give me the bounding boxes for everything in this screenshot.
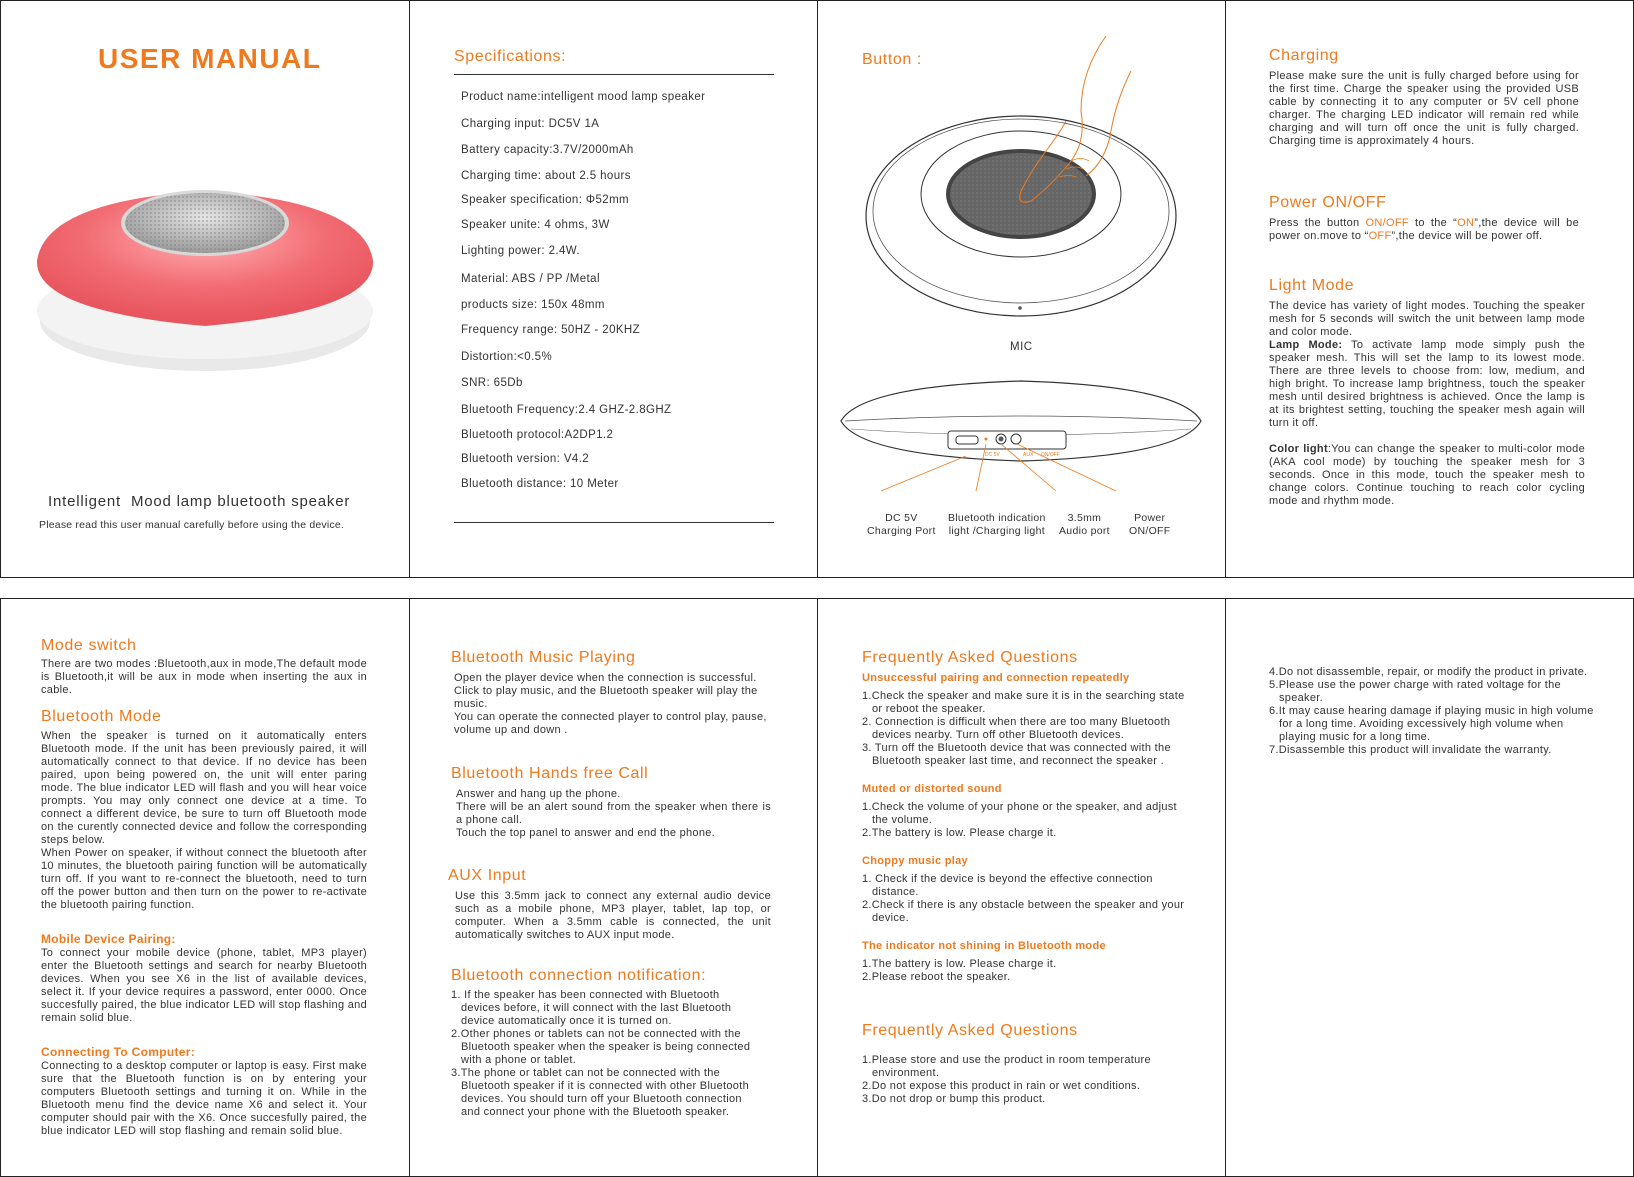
light-mode-heading: Light Mode <box>1269 277 1355 294</box>
faq-list <box>862 801 1187 840</box>
spec-item: Battery capacity:3.7V/2000mAh <box>461 144 634 156</box>
faq2-heading: Frequently Asked Questions <box>862 1022 1078 1039</box>
speaker-side-diagram <box>831 376 1211 506</box>
spec-item: Lighting power: 2.4W. <box>461 245 580 257</box>
notification-list <box>451 989 761 1119</box>
computer-heading: Connecting To Computer: <box>41 1045 195 1059</box>
list-item: 1. If the speaker has been connected with Bluetooth devices before, it will connect with the last Bluetooth device automatically once it is turned on. <box>451 989 732 1027</box>
label-line: light /Charging light <box>948 525 1045 537</box>
color-light-body: :You can change the speaker to multi-color mode (AKA cool mode) by touching the speaker mesh for 3 seconds. Once in this mode, touch the speaker mesh to change colors. Continue touching to reach color cycling mode and rhythm mode. <box>1269 443 1585 507</box>
faq-heading: Frequently Asked Questions <box>862 649 1078 666</box>
power-text-part: to the “ <box>1408 217 1458 229</box>
spec-item: Charging input: DC5V 1A <box>461 118 600 130</box>
list-item: 6.It may cause hearing damage if playing music in high volume for a long time. Avoiding excessively high volume when playing music for a long time. <box>1269 705 1594 743</box>
label-line: Bluetooth indication <box>948 512 1046 524</box>
list-item: 3.Do not drop or bump this product. <box>862 1093 1046 1105</box>
music-text-2: You can operate the connected player to control play, pause, volume up and down . <box>454 711 767 736</box>
safety-list <box>1269 666 1594 757</box>
power-section <box>1269 194 1579 243</box>
call-lines <box>451 788 771 840</box>
specifications-heading: Specifications: <box>454 48 567 65</box>
list-item: 1. Check if the device is beyond the effective connection distance. <box>862 873 1153 898</box>
list-item: 1.The battery is low. Please charge it. <box>862 958 1057 970</box>
fold-line <box>409 599 410 1176</box>
spec-item: Charging time: about 2.5 hours <box>461 170 631 182</box>
bluetooth-mode-text-2: When Power on speaker, if without connect the bluetooth after 10 minutes, the bluetooth pairing function will be automatically turn off. If you want to re-connect the bluetooth, need to turn off the power button and then turn on the power to re-activate the bluetooth pairing function. <box>41 847 367 911</box>
call-line: Answer and hang up the phone. <box>456 788 621 800</box>
computer-text: Connecting to a desktop computer or laptop is easy. First make sure that the Bluetooth function is on by entering your computers Bluetooth settings and turning it on. While in the Bluetooth menu find the device name X6 and select it. Your computer should pair with the X6. Once succesfully paired, the blue indicator LED will stop flashing and remain solid blue. <box>41 1060 367 1137</box>
cover-panel <box>1 1 409 577</box>
faq-section-title: Muted or distorted sound <box>862 783 1002 795</box>
faq-list <box>862 873 1187 925</box>
charging-panel <box>1225 1 1634 577</box>
safety-panel <box>1269 666 1594 757</box>
spec-list <box>454 1 784 577</box>
power-text-part: Press the button <box>1269 217 1366 229</box>
mode-switch-heading: Mode switch <box>41 637 137 654</box>
spec-item: Speaker specification: Φ52mm <box>461 194 630 206</box>
label-line: Audio port <box>1059 525 1110 537</box>
label-line: ON/OFF <box>1129 525 1171 537</box>
light-mode-section <box>1269 277 1585 508</box>
faq-list <box>862 690 1187 768</box>
spec-item: Bluetooth distance: 10 Meter <box>461 478 619 490</box>
port-mark-onoff: ON/OFF <box>1041 452 1060 458</box>
lamp-mode-body: To activate lamp mode simply push the speaker mesh. This will set the lamp to its lowest mode. There are three levels to choose from: low, medium, and high bright. To increase lamp brightness, touch the speaker mesh until desired brightness is achieved. Once the lamp is at its brightest setting, touching the speaker mesh again will turn it off. <box>1269 339 1585 429</box>
bluetooth-mode-heading: Bluetooth Mode <box>41 708 162 725</box>
dc-port-label <box>867 512 936 538</box>
power-text-part: ”,the device will be power on.move to “ <box>1269 217 1579 242</box>
label-line: DC 5V <box>885 512 918 524</box>
spec-item: Product name:intelligent mood lamp speaker <box>461 91 706 103</box>
specifications-panel <box>409 1 817 577</box>
lamp-mode-label: Lamp Mode: <box>1269 339 1343 351</box>
faq-panel <box>862 649 1187 1106</box>
mobile-pairing-heading: Mobile Device Pairing: <box>41 932 176 946</box>
faq-section-title: The indicator not shining in Bluetooth mode <box>862 940 1106 952</box>
spec-item: Material: ABS / PP /Metal <box>461 273 600 285</box>
spec-item: SNR: 65Db <box>461 377 523 389</box>
spec-item: products size: 150x 48mm <box>461 299 605 311</box>
music-text: Open the player device when the connection is successful. Click to play music, and the Bluetooth speaker will play the music. <box>454 672 758 710</box>
cover-note: Please read this user manual carefully before using the device. <box>39 519 345 531</box>
cover-title: USER MANUAL <box>98 43 322 74</box>
list-item: 3.The phone or tablet can not be connected with the Bluetooth speaker if it is connected with other Bluetooth devices. You should turn off your Bluetooth connection and connect your phone with the Bluetooth speaker. <box>451 1067 749 1118</box>
top-sheet <box>0 0 1634 578</box>
label-line: Charging Port <box>867 525 936 537</box>
charging-text: Please make sure the unit is fully charged before using for the first time. Charge the speaker using the provided USB cable by connecting it to any computer or 5V cell phone charger. The charging LED indicator will remain red while charging and will turn off once the unit is fully charged. Charging time is approximately 4 hours. <box>1269 70 1579 147</box>
call-heading: Bluetooth Hands free Call <box>451 765 649 782</box>
list-item: 1.Check the volume of your phone or the speaker, and adjust the volume. <box>862 801 1177 826</box>
list-item: 4.Do not disassemble, repair, or modify the product in private. <box>1269 666 1588 678</box>
list-item: 1.Please store and use the product in room temperature environment. <box>862 1054 1151 1079</box>
list-item: 2.Check if there is any obstacle between the speaker and your device. <box>862 899 1185 924</box>
music-heading: Bluetooth Music Playing <box>451 649 636 666</box>
fold-line <box>817 599 818 1176</box>
mic-label: MIC <box>1010 341 1033 353</box>
color-light-label: Color light <box>1269 443 1328 455</box>
spec-item: Distortion:<0.5% <box>461 351 553 363</box>
list-item: 5.Please use the power charge with rated voltage for the speaker. <box>1269 679 1561 704</box>
list-item: 2. Connection is difficult when there are too many Bluetooth devices nearby. Turn off other Bluetooth devices. <box>862 716 1171 741</box>
spec-item: Frequency range: 50HZ - 20KHZ <box>461 324 641 336</box>
power-text-part: ”,the device will be power off. <box>1391 230 1543 242</box>
power-label <box>1129 512 1170 538</box>
aux-heading: AUX Input <box>448 867 527 884</box>
list-item: 3. Turn off the Bluetooth device that was connected with the Bluetooth speaker last time, and reconnect the speaker . <box>862 742 1171 767</box>
cover-product-line: Intelligent Mood lamp bluetooth speaker <box>48 493 351 510</box>
label-line: 3.5mm <box>1067 512 1102 524</box>
power-keyword: ON/OFF <box>1365 217 1409 229</box>
speaker-top-diagram <box>831 31 1211 361</box>
lamp-speaker-image <box>25 171 385 411</box>
aux-port-label <box>1059 512 1110 538</box>
call-line: Touch the top panel to answer and end the phone. <box>456 827 716 839</box>
lamp-mode-text <box>1269 339 1585 430</box>
color-light-text <box>1269 443 1585 508</box>
faq-section-title: Choppy music play <box>862 855 968 867</box>
bluetooth-features-panel <box>448 649 771 1119</box>
list-item: 1.Check the speaker and make sure it is in the searching state or reboot the speaker. <box>862 690 1185 715</box>
mode-switch-text: There are two modes :Bluetooth,aux in mode,The default mode is Bluetooth,it will be aux in mode when inserting the aux in cable. <box>41 658 367 696</box>
mobile-pairing-text: To connect your mobile device (phone, tablet, MP3 player) enter the Bluetooth settings and search for nearby Bluetooth devices. When you see X6 in the list of available devices, select it. If your device requires a password, enter 0000. Once succesfully paired, the blue indicator LED will stop flashing and remain solid blue. <box>41 947 367 1024</box>
list-item: 2.Do not expose this product in rain or wet conditions. <box>862 1080 1141 1092</box>
faq-section-title: Unsuccessful pairing and connection repeatedly <box>862 672 1130 684</box>
charging-section <box>1269 47 1579 148</box>
faq-list <box>862 958 1187 984</box>
divider <box>454 522 774 523</box>
power-heading: Power ON/OFF <box>1269 194 1387 211</box>
call-line: There will be an alert sound from the speaker when there is a phone call. <box>456 801 771 826</box>
list-item: 2.Please reboot the speaker. <box>862 971 1011 983</box>
power-keyword: ON <box>1457 217 1475 229</box>
light-mode-intro: The device has variety of light modes. Touching the speaker mesh for 5 seconds will switch the unit between lamp mode and color mode. <box>1269 300 1585 338</box>
button-panel <box>817 1 1225 577</box>
spec-item: Speaker unite: 4 ohms, 3W <box>461 219 610 231</box>
power-keyword: OFF <box>1368 230 1392 242</box>
spec-item: Bluetooth Frequency:2.4 GHZ-2.8GHZ <box>461 404 672 416</box>
faq2-list <box>862 1054 1187 1106</box>
fold-line <box>1225 599 1226 1176</box>
charging-heading: Charging <box>1269 47 1339 64</box>
port-mark-aux: AUX <box>1023 452 1034 458</box>
list-item: 2.Other phones or tablets can not be connected with the Bluetooth speaker when the speaker is being connected with a phone or tablet. <box>451 1028 751 1066</box>
bt-indicator-label <box>948 512 1046 538</box>
spec-item: Bluetooth protocol:A2DP1.2 <box>461 429 614 441</box>
power-text <box>1269 217 1579 243</box>
bluetooth-mode-text: When the speaker is turned on it automatically enters Bluetooth mode. If the unit has been previously paired, it will automatically connect to that device. If no device has been paired, upon being powered on, the unit will enter paring mode. The blue indicator LED will flash and you will hear voice prompts. You may only connect one device at a time. To connect a different device, be sure to turn off Bluetooth mode on the curently connected device and follow the corresponding steps below. <box>41 730 367 846</box>
bottom-sheet <box>0 598 1634 1177</box>
port-mark-dc: DC 5V <box>985 452 1000 458</box>
aux-text: Use this 3.5mm jack to connect any external audio device such as a mobile phone, MP3 player, tablet, lap top, or computer. When a 3.5mm cable is connected, the unit automatically switches to AUX input mode. <box>455 890 771 941</box>
label-line: Power <box>1134 512 1166 524</box>
spec-item: Bluetooth version: V4.2 <box>461 453 590 465</box>
notification-heading: Bluetooth connection notification: <box>451 967 707 984</box>
list-item: 2.The battery is low. Please charge it. <box>862 827 1057 839</box>
modes-panel <box>41 637 367 1138</box>
list-item: 7.Disassemble this product will invalidate the warranty. <box>1269 744 1552 756</box>
button-heading: Button : <box>862 51 922 68</box>
